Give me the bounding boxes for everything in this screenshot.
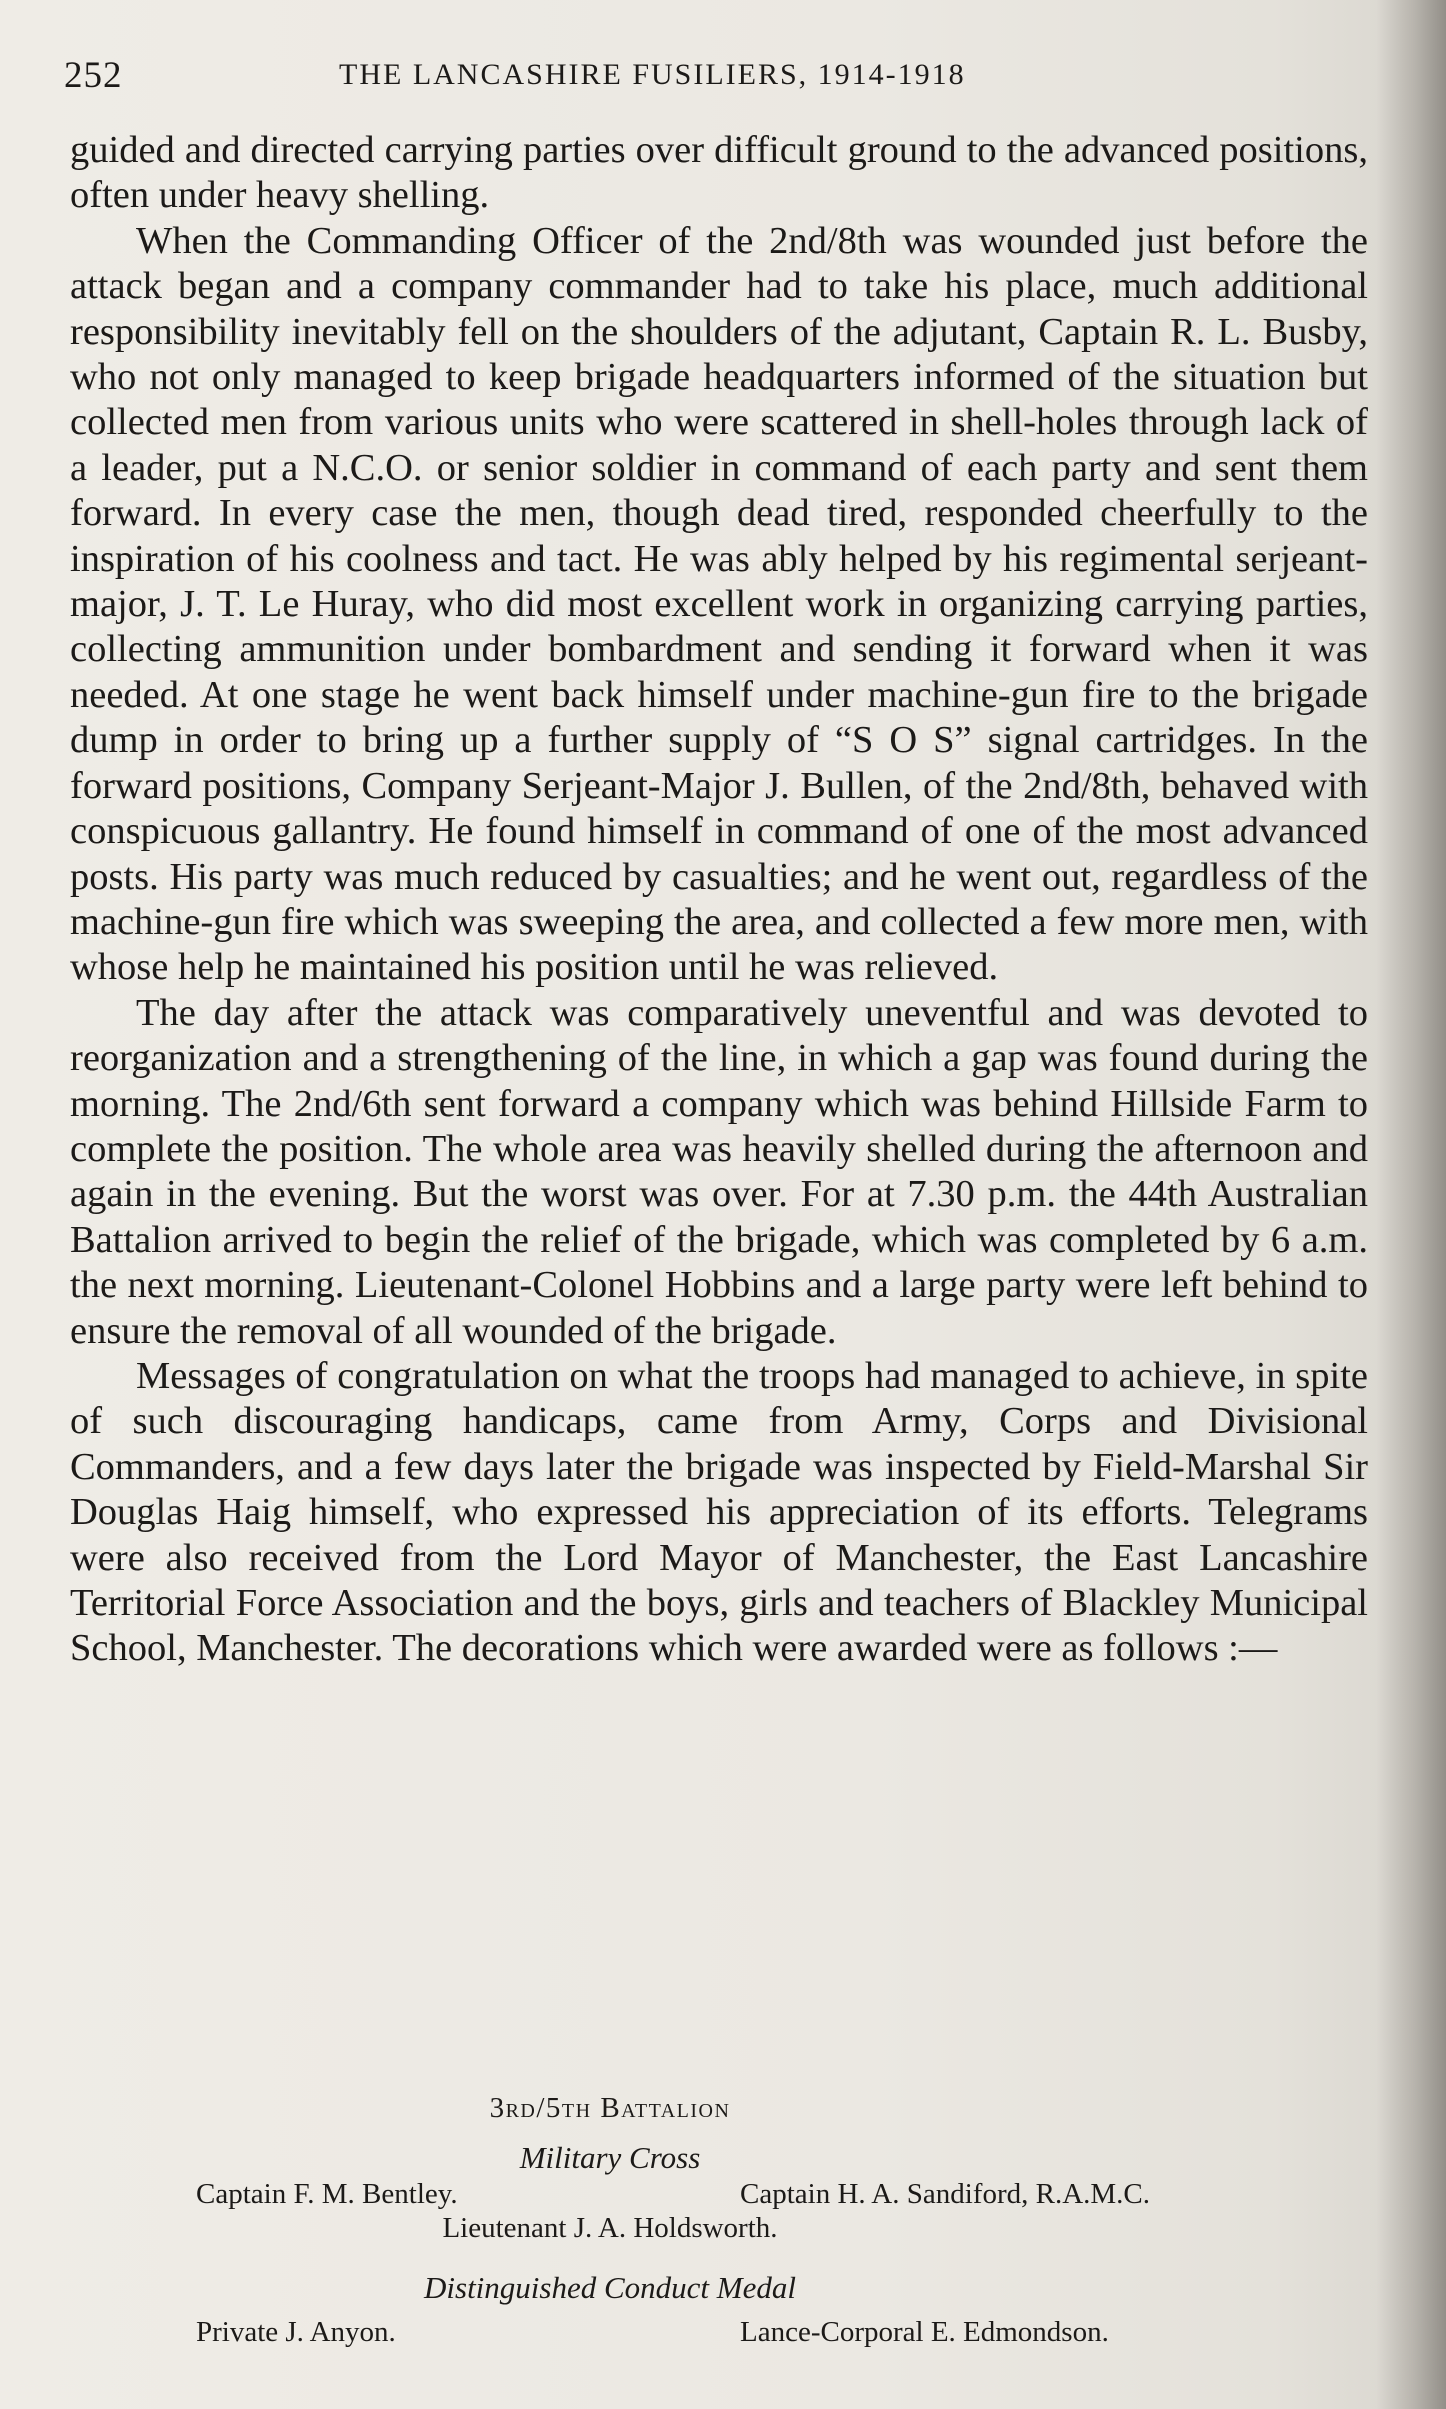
- page-number: 252: [64, 55, 123, 96]
- awards-list: [160, 2090, 1360, 2348]
- running-title: THE LANCASHIRE FUSILIERS, 1914-1918: [339, 58, 966, 91]
- gutter-shadow: [1376, 0, 1446, 2409]
- paragraph-day-after: The day after the attack was comparatively uneventful and was devoted to reorganization and a strengthening of the line, in which a gap was found during the morning. The 2nd/6th sent forward a company which was behind Hillside Farm to complete the position. The whole area was heavily shelled during the afternoon and again in the evening. But the worst was over. For at 7.30 p.m. the 44th Australian Battalion arrived to begin the relief of the brigade, which was completed by 6 a.m. the next morning. Lieutenant-Colonel Hobbins and a large party were left behind to ensure the removal of all wounded of the brigade.: [70, 991, 1368, 1352]
- body-text: [70, 128, 1368, 1672]
- award-recipient: Captain H. A. Sandiford, R.A.M.C.: [740, 2178, 1151, 2210]
- battalion-heading: 3rd/5th Battalion: [489, 2092, 731, 2124]
- dcm-row: [160, 2314, 1360, 2348]
- award-recipient: Private J. Anyon.: [196, 2316, 396, 2348]
- military-cross-heading: Military Cross: [519, 2140, 701, 2175]
- award-recipient: Lance-Corporal E. Edmondson.: [740, 2316, 1109, 2348]
- dcm-heading: Distinguished Conduct Medal: [424, 2270, 796, 2305]
- military-cross-row: [160, 2176, 1360, 2210]
- paragraph-congratulations: Messages of congratulation on what the troops had managed to achieve, in spite of such discouraging handicaps, came from Army, Corps and Divisional Commanders, and a few days later the brigade was inspected by Field-Marshal Sir Douglas Haig himself, who expressed his appreciation of its efforts. Telegrams were also received from the Lord Mayor of Manchester, the East Lancashire Territorial Force Association and the boys, girls and teachers of Blackley Municipal School, Manchester. The decorations which were awarded were as follows :—: [70, 1354, 1368, 1670]
- paragraph-adjutant: When the Commanding Officer of the 2nd/8th was wounded just before the attack began and a company commander had to take his place, much additional responsibility inevitably fell on the shoulders of the adjutant, Captain R. L. Busby, who not only managed to keep brigade headquarters informed of the situation but collected men from various units who were scattered in shell-holes through lack of a leader, put a N.C.O. or senior soldier in command of each party and sent them forward. In every case the men, though dead tired, responded cheerfully to the inspiration of his coolness and tact. He was ably helped by his regimental serjeant-major, J. T. Le Huray, who did most excellent work in organizing carrying parties, collecting ammunition under bombardment and sending it forward when it was needed. At one stage he went back himself under machine-gun fire to the brigade dump in order to bring up a further supply of “S O S” signal cartridges. In the forward positions, Company Serjeant-Major J. Bullen, of the 2nd/8th, behaved with conspicuous gallantry. He found himself in command of one of the most advanced posts. His party was much reduced by casualties; and he went out, regardless of the machine-gun fire which was sweeping the area, and collected a few more men, with whose help he maintained his position until he was relieved.: [70, 219, 1368, 989]
- award-recipient: Lieutenant J. A. Holdsworth.: [442, 2212, 778, 2244]
- paragraph-continuation: guided and directed carrying parties over difficult ground to the advanced positions, often under heavy shelling.: [70, 129, 1368, 217]
- running-head: [64, 48, 1124, 108]
- award-recipient: Captain F. M. Bentley.: [196, 2178, 458, 2210]
